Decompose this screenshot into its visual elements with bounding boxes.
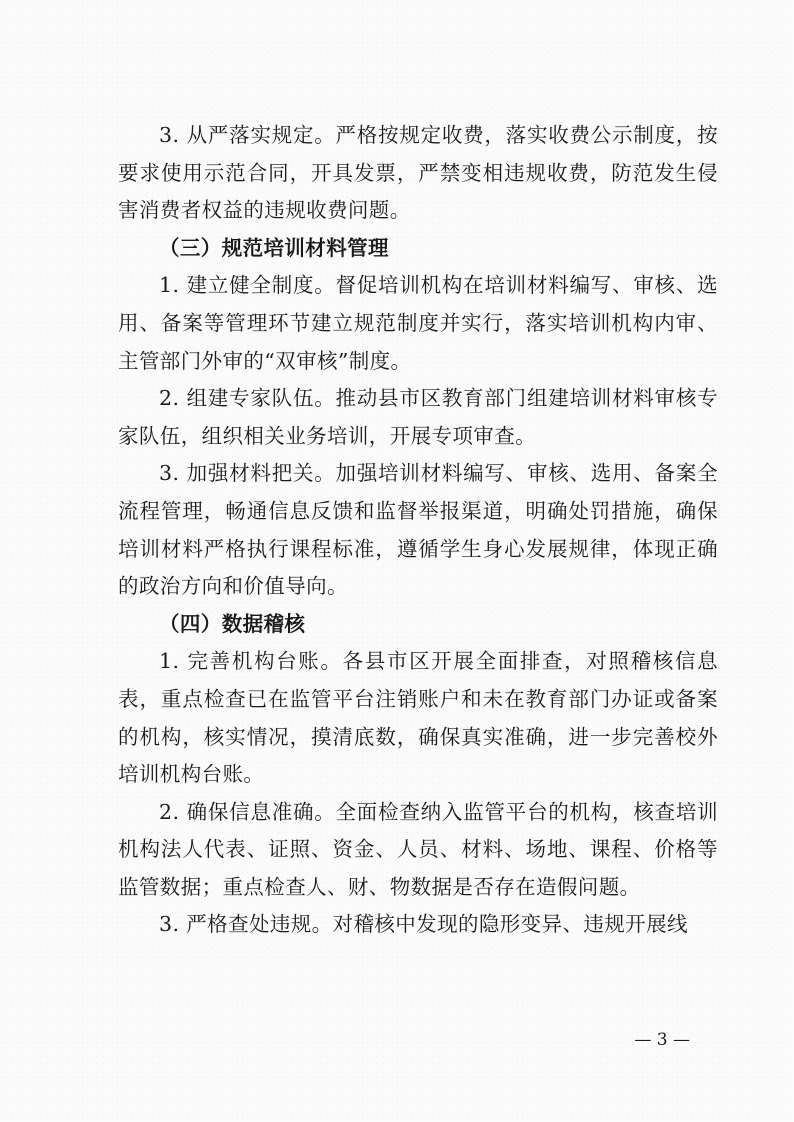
paragraph-establish-system: 1. 建立健全制度。督促培训机构在培训材料编写、审核、选用、备案等管理环节建立规范制度并实行，落实培训机构内审、主管部门外审的“双审核”制度。 xyxy=(118,273,718,373)
document-body xyxy=(118,117,718,944)
section-heading-training-materials: （三）规范培训材料管理 xyxy=(159,235,389,260)
paragraph-strict-fees: 3. 从严落实规定。严格按规定收费，落实收费公示制度，按要求使用示范合同，开具发票，严禁变相违规收费，防范发生侵害消费者权益的违规收费问题。 xyxy=(118,123,718,223)
paragraph-institution-ledger: 1. 完善机构台账。各县市区开展全面排查，对照稽核信息表，重点检查已在监管平台注销账户和未在教育部门办证或备案的机构，核实情况，摸清底数，确保真实准确，进一步完善校外培训机构台账。 xyxy=(118,649,718,787)
paragraph-accurate-info: 2. 确保信息准确。全面检查纳入监管平台的机构，核查培训机构法人代表、证照、资金、人员、材料、场地、课程、价格等监管数据；重点检查人、财、物数据是否存在造假问题。 xyxy=(118,799,718,899)
paragraph-material-review: 3. 加强材料把关。加强培训材料编写、审核、选用、备案全流程管理，畅通信息反馈和监督举报渠道，明确处罚措施，确保培训材料严格执行课程标准，遵循学生身心发展规律，体现正确的政治方向和价值导向。 xyxy=(118,461,718,599)
paragraph-investigate-violations: 3. 严格查处违规。对稽核中发现的隐形变异、违规开展线 xyxy=(159,912,688,937)
page-number: — 3 — xyxy=(634,1030,690,1050)
section-heading-data-audit: （四）数据稽核 xyxy=(159,611,306,636)
paragraph-expert-team: 2. 组建专家队伍。推动县市区教育部门组建培训材料审核专家队伍，组织相关业务培训，开展专项审查。 xyxy=(118,386,718,448)
